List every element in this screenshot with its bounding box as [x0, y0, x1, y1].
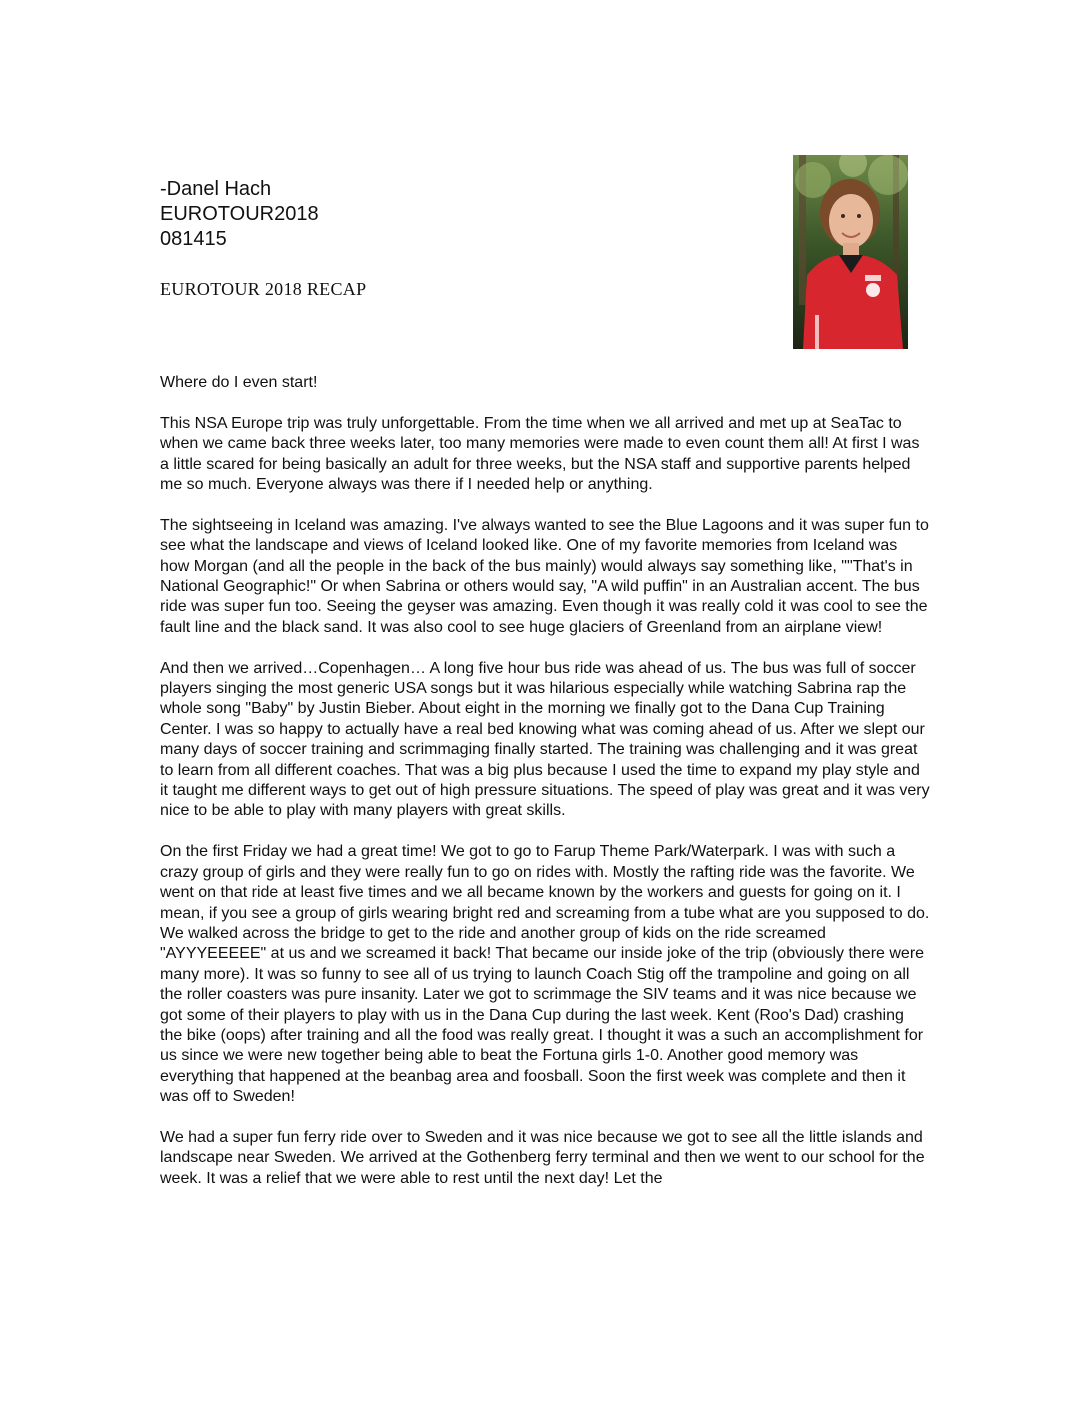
document-id: 081415	[160, 228, 227, 250]
header-block	[160, 177, 319, 252]
recap-title: EUROTOUR 2018 RECAP	[160, 279, 367, 299]
paragraph-iceland: The sightseeing in Iceland was amazing. I've always wanted to see the Blue Lagoons and it was super fun to see what the landscape and views of Iceland looked like. One of my favorite memories from Iceland was how Morgan (and all the people in the back of the bus mainly) would always say something like, ""That's in National Geographic!" Or when Sabrina or others would say, "A wild puffin" in an Australian accent. The bus ride was super fun too. Seeing the geyser was amazing. Even though it was really cold it was cool to see the fault line and the black sand. It was also cool to see huge glaciers of Greenland from an airplane view!	[160, 516, 929, 636]
portrait-illustration	[793, 155, 908, 349]
author-name: -Danel Hach	[160, 178, 272, 200]
paragraph-trip: This NSA Europe trip was truly unforgettable. From the time when we all arrived and met up at SeaTac to when we came back three weeks later, too many memories were made to even count them all! At first I was a little scared for being basically an adult for three weeks, but the NSA staff and supportive parents helped me so much. Everyone always was there if I needed help or anything.	[160, 414, 920, 494]
paragraph-sweden: We had a super fun ferry ride over to Sweden and it was nice because we got to see all the little islands and landscape near Sweden. We arrived at the Gothenberg ferry terminal and then we went to our school for the week. It was a relief that we were able to rest until the next day! Let the	[160, 1128, 925, 1187]
paragraph-copenhagen: And then we arrived…Copenhagen… A long five hour bus ride was ahead of us. The bus was full of soccer players singing the most generic USA songs but it was hilarious especially while watching Sabrina rap the whole song "Baby" by Justin Bieber. About eight in the morning we finally got to the Dana Cup Training Center. I was so happy to actually have a real bed knowing what was coming ahead of us. After we slept our many days of soccer training and scrimmaging finally started. The training was challenging and it was great to learn from all different coaches. That was a big plus because I used the time to expand my play style and it taught me different ways to get out of high pressure situations. The speed of play was great and it was very nice to be able to play with many players with great skills.	[160, 659, 930, 820]
portrait-photo	[793, 155, 908, 349]
paragraph-farup: On the first Friday we had a great time! We got to go to Farup Theme Park/Waterpark. I was with such a crazy group of girls and they were really fun to go on rides with. Mostly the rafting ride was the favorite. We went on that ride at least five times and we all became known by the workers and guests for going on it. I mean, if you see a group of girls wearing bright red and screaming from a tube what are you supposed to do. We walked across the bridge to get to the ride and another group of kids on the ride screamed "AYYYEEEEE" at us and we screamed it back! That became our inside joke of the trip (obviously there were many more). It was so funny to see all of us trying to launch Coach Stig off the trampoline and going on all the roller coasters was pure insanity. Later we got to scrimmage the SIV teams and it was nice because we got some of their players to play with us in the Dana Cup during the last week. Kent (Roo's Dad) crashing the bike (oops) after training and all the food was really great. I thought it was a such an accomplishment for us since we were new together being able to beat the Fortuna girls 1-0. Another good memory was everything that happened at the beanbag area and foosball. Soon the first week was complete and then it was off to Sweden!	[160, 843, 930, 1106]
recap-body	[160, 373, 930, 1210]
tour-name: EUROTOUR2018	[160, 203, 319, 225]
paragraph-intro: Where do I even start!	[160, 374, 318, 391]
